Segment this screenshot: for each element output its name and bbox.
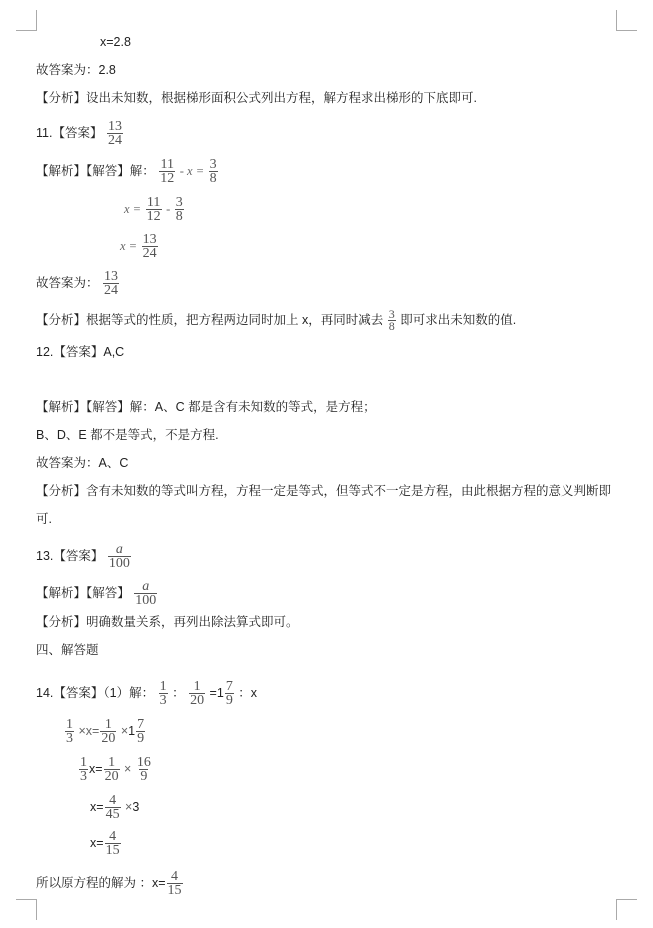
q11-analysis: 【分析】根据等式的性质，把方程两边同时加上 x，再同时减去 $\frac{3}{8}$ 即可求出未知数的值.	[36, 307, 517, 333]
q11-solution: 【解析】【解答】解： $\frac{11}{12}$ - x = $\frac{3}{8}$	[36, 157, 217, 186]
q13-solution: 【解析】【解答】 $\frac{a}{100}$	[36, 579, 157, 608]
crop-mark-bottom-right	[616, 899, 637, 920]
analysis-text: 【分析】设出未知数，根据梯形面积公式列出方程，解方程求出梯形的下底即可.	[36, 91, 477, 105]
q12-analysis: 【分析】含有未知数的等式叫方程，方程一定是等式，但等式不一定是方程，由此根据方程的意义判断即	[36, 484, 612, 498]
q11-step-2: x = $\frac{11}{12}$ - $\frac{3}{8}$	[124, 195, 183, 224]
q12-solution-2: B、D、E 都不是等式，不是方程.	[36, 428, 219, 442]
section-heading: 四、解答题	[36, 643, 99, 657]
q11-final: 故答案为： $\frac{13}{24}$	[36, 269, 118, 298]
q12-final: 故答案为：A、C	[36, 456, 129, 470]
q11-step-3: x = $\frac{13}{24}$	[120, 232, 157, 261]
crop-mark-bottom-left	[16, 899, 37, 920]
q13-analysis: 【分析】明确数量关系，再列出除法算式即可。	[36, 615, 299, 629]
q14-final: 所以原方程的解为 ：x= $\frac{4}{15}$	[36, 869, 182, 898]
q11-answer: 11.【答案】 $\frac{13}{24}$	[36, 119, 122, 148]
q14-step-2: $\frac{1}{3}$ x= $\frac{1}{20}$ × $\frac{16}{9}$	[80, 755, 151, 784]
q12-answer: 12.【答案】A,C	[36, 345, 125, 359]
crop-mark-top-left	[16, 10, 37, 31]
q14-step-1: $\frac{1}{3}$ ×x= $\frac{1}{20}$ ×1 $\frac{7}{9}$	[66, 717, 145, 746]
q12-analysis-cont: 可.	[36, 512, 52, 526]
q14-answer: 14.【答案】（1）解： $\frac{1}{3}$ ： $\frac{1}{20}$ =1 $\frac{7}{9}$ ：x	[36, 679, 258, 708]
answer-line: x=2.8	[100, 35, 131, 49]
crop-mark-top-right	[616, 10, 637, 31]
q11-answer-fraction: $\frac{13}{24}$	[107, 119, 122, 148]
answer-summary: 故答案为：2.8	[36, 63, 116, 77]
q14-step-3: x= $\frac{4}{45}$ ×3	[90, 793, 140, 822]
q12-solution: 【解析】【解答】解：A、C 都是含有未知数的等式，是方程；	[36, 400, 376, 414]
q14-step-4: x= $\frac{4}{15}$	[90, 829, 120, 858]
q13-answer: 13.【答案】 $\frac{a}{100}$	[36, 542, 130, 571]
